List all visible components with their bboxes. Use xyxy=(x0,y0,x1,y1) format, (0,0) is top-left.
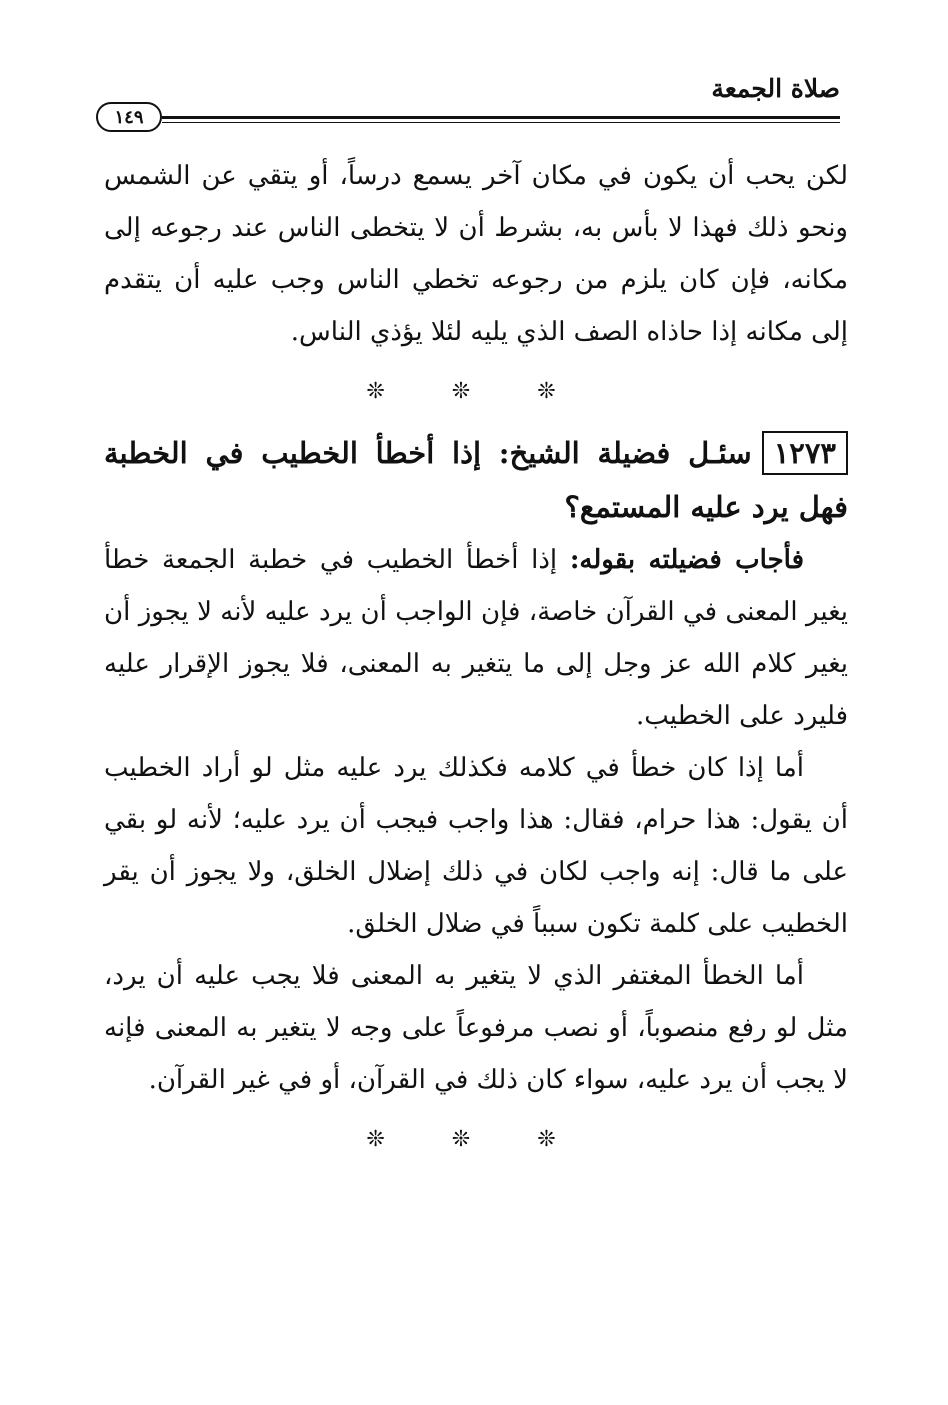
question-heading xyxy=(104,426,848,534)
section-separator: ❊ ❊ ❊ xyxy=(366,379,586,404)
header-rule-thin xyxy=(162,122,840,123)
answer-lead: فأجاب فضيلته بقوله: xyxy=(569,545,805,575)
page-header xyxy=(96,72,840,134)
question-number-box: ١٢٧٣ xyxy=(762,431,848,475)
page-number: ١٤٩ xyxy=(96,102,162,132)
answer-paragraph: أما الخطأ المغتفر الذي لا يتغير به المعنى فلا يجب عليه أن يرد، مثل لو رفع منصوباً، أو نصب مرفوعاً على وجه لا يتغير به المعنى فإنه لا يجب أن يرد عليه، سواء كان ذلك في القرآن، أو في غير القرآن. xyxy=(104,961,848,1095)
answer-paragraph xyxy=(104,534,848,742)
answer-paragraph: أما إذا كان خطأ في كلامه فكذلك يرد عليه مثل لو أراد الخطيب أن يقول: هذا حرام، فقال: هذا واجب فيجب أن يرد عليه؛ لأنه لو بقي على ما قال: إنه واجب لكان في ذلك إضلال الخلق، ولا يجوز أن يقر الخطيب على كلمة تكون سبباً في ضلال الخلق. xyxy=(104,753,848,939)
header-rule-thick xyxy=(162,116,840,119)
answer-first-text: إذا أخطأ الخطيب في خطبة الجمعة خطأ يغير المعنى في القرآن خاصة، فإن الواجب أن يرد عليه لأنه لا يجوز أن يغير كلام الله عز وجل إلى ما يتغير به المعنى، فلا يجوز الإقرار عليه فليرد على الخطيب. xyxy=(104,545,848,731)
section-separator: ❊ ❊ ❊ xyxy=(366,1127,586,1152)
continuation-paragraph: لكن يحب أن يكون في مكان آخر يسمع درساً، أو يتقي عن الشمس ونحو ذلك فهذا لا بأس به، بشرط أن لا يتخطى الناس عند رجوعه إلى مكانه، فإن كان يلزم من رجوعه تخطي الناس وجب عليه أن يتقدم إلى مكانه إذا حاذاه الصف الذي يليه لئلا يؤذي الناس. xyxy=(104,161,848,347)
page-content xyxy=(104,150,848,1174)
question-text: سئـل فضيلة الشيخ: إذا أخطأ الخطيب في الخطبة فهل يرد عليه المستمع؟ xyxy=(104,436,848,524)
running-title: صلاة الجمعة xyxy=(711,74,840,103)
